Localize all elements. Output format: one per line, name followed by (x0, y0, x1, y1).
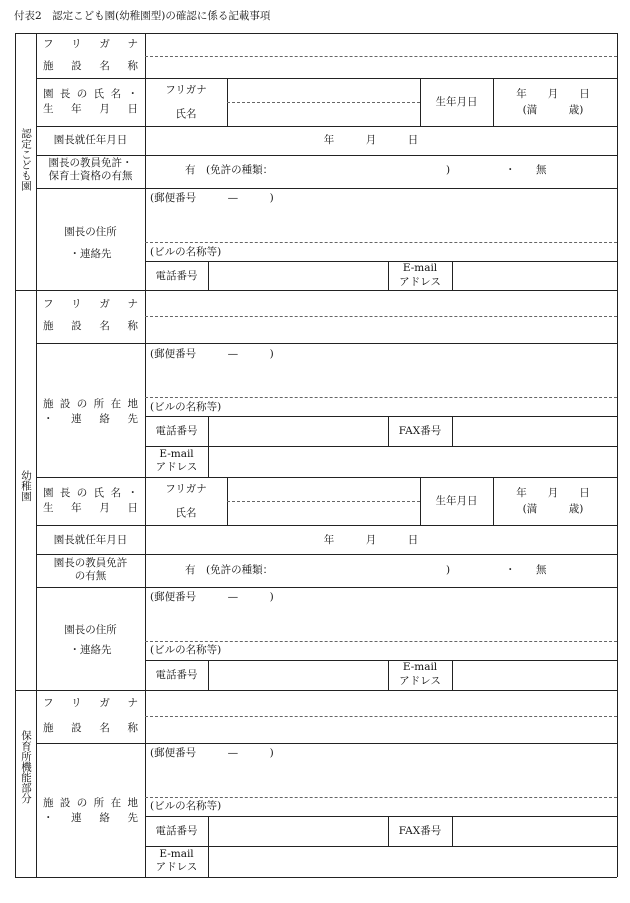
shuunin-label: 園長就任年月日 (53, 534, 128, 546)
building-name: (ビルの名称等) (150, 800, 222, 812)
label-char: リ (71, 697, 82, 709)
email-label-2: アドレス (155, 461, 198, 473)
section-youchien: 幼稚園 (20, 470, 32, 502)
menkyo-value: 有 (免許の種類： (185, 164, 274, 176)
rule-line (36, 188, 617, 189)
postal-code: (郵便番号 — ) (150, 192, 274, 204)
rule-line (36, 78, 617, 79)
label-char: 長 (59, 88, 71, 100)
label-char: 年 (71, 502, 82, 514)
label-char: ・ (43, 812, 54, 824)
location-label (43, 797, 138, 810)
label-char: 日 (127, 103, 138, 115)
label-char: 名 (99, 320, 110, 332)
rule-line (145, 416, 617, 417)
label-char: 設 (59, 398, 71, 410)
label-char: 園 (43, 487, 54, 499)
rule-line (36, 587, 617, 588)
label-char: 氏 (93, 88, 105, 100)
label-char: 設 (71, 722, 82, 734)
rule-line (36, 155, 617, 156)
label-char: 施 (43, 60, 54, 72)
label-char: 称 (127, 722, 138, 734)
label-char: ナ (127, 298, 138, 310)
rule-line (208, 416, 209, 477)
label-char: 地 (127, 797, 138, 809)
fax-label: FAX番号 (398, 825, 442, 837)
rule-line (145, 816, 617, 817)
encho-address-label: 園長の住所 (64, 226, 117, 238)
rule-line (452, 261, 453, 290)
shuunin-value: 年 月 日 (323, 534, 419, 546)
furigana-label (43, 697, 138, 710)
rule-line (15, 877, 617, 878)
email-label-2: アドレス (155, 861, 198, 873)
label-char: 所 (93, 398, 105, 410)
rule-line (36, 554, 617, 555)
shimei-label: 氏名 (175, 108, 197, 120)
postal-code: (郵便番号 — ) (150, 747, 274, 759)
postal-code: (郵便番号 — ) (150, 348, 274, 360)
rule-line (36, 525, 617, 526)
label-char: 施 (43, 722, 54, 734)
rule-line (36, 477, 617, 478)
shuunin-value: 年 月 日 (323, 134, 419, 146)
building-name: (ビルの名称等) (150, 401, 222, 413)
label-char: 施 (43, 398, 54, 410)
label-char: 名 (110, 88, 122, 100)
rule-line (145, 242, 617, 243)
label-char: 称 (127, 60, 138, 72)
email-label-1: E-mail (402, 661, 438, 673)
tel-label: 電話番号 (155, 270, 198, 282)
tel-label: 電話番号 (155, 825, 198, 837)
rule-line (493, 477, 494, 525)
label-char: 生 (43, 502, 54, 514)
label-char: 設 (59, 797, 71, 809)
age-value: (満 歳) (522, 503, 584, 515)
label-char: ガ (99, 697, 110, 709)
label-char: ・ (127, 88, 138, 100)
shimei-label: 氏名 (175, 507, 197, 519)
label-char: 名 (99, 60, 110, 72)
email-label-1: E-mail (402, 262, 438, 274)
email-label-2: アドレス (399, 675, 441, 687)
label-char: 連 (71, 413, 82, 425)
encho-name-label (43, 487, 138, 500)
rule-line (493, 78, 494, 126)
label-char: の (76, 487, 88, 499)
label-char: ガ (99, 298, 110, 310)
age-value: (満 歳) (522, 104, 584, 116)
label-char: 月 (99, 502, 110, 514)
tel-label: 電話番号 (155, 669, 198, 681)
rule-line (452, 660, 453, 690)
label-char: の (76, 797, 88, 809)
location-contact-label (43, 413, 138, 426)
postal-code: (郵便番号 — ) (150, 591, 274, 603)
furigana-label (43, 298, 138, 311)
label-char: 日 (127, 502, 138, 514)
label-char: フ (43, 38, 54, 50)
furigana-label (43, 38, 138, 51)
rule-line (452, 416, 453, 446)
label-char: 生 (43, 103, 54, 115)
label-char: ナ (127, 38, 138, 50)
email-label-1: E-mail (159, 848, 194, 860)
birthdate-label: 生年月日 (435, 96, 478, 108)
rule-line (227, 501, 420, 502)
rule-line (452, 816, 453, 846)
label-char: 先 (127, 413, 138, 425)
label-char: 長 (59, 487, 71, 499)
birthdate-value: 年 月 日 (516, 88, 590, 100)
label-char: ・ (127, 487, 138, 499)
encho-name-label (43, 88, 138, 101)
menkyo-label-2: 保育士資格の有無 (48, 170, 133, 182)
label-char: の (76, 88, 88, 100)
rule-line (36, 126, 617, 127)
label-char: の (76, 398, 88, 410)
label-char: リ (71, 298, 82, 310)
rule-line (145, 261, 617, 262)
rule-line (208, 261, 209, 290)
location-contact-label (43, 812, 138, 825)
menkyo-label-2: の有無 (74, 570, 107, 582)
birthdate-value: 年 月 日 (516, 487, 590, 499)
label-char: 先 (127, 812, 138, 824)
menkyo-close: ) (446, 164, 451, 176)
rule-line (145, 660, 617, 661)
rule-line (15, 33, 16, 877)
label-char: 設 (71, 60, 82, 72)
rule-line (145, 797, 617, 798)
label-char: 称 (127, 320, 138, 332)
rule-line (208, 660, 209, 690)
label-char: ガ (99, 38, 110, 50)
rule-line (36, 343, 617, 344)
label-char: 施 (43, 320, 54, 332)
building-name: (ビルの名称等) (150, 246, 222, 258)
rule-line (36, 743, 617, 744)
label-char: 月 (99, 103, 110, 115)
facility-name-label (43, 60, 138, 73)
menkyo-nashi: 無 (536, 164, 547, 176)
email-label-2: アドレス (399, 276, 441, 288)
rule-line (145, 641, 617, 642)
facility-name-label (43, 722, 138, 735)
rule-line (145, 716, 617, 717)
label-char: 絡 (99, 413, 110, 425)
label-char: フ (43, 298, 54, 310)
label-char: 所 (93, 797, 105, 809)
rule-line (15, 690, 617, 691)
menkyo-label-1: 園長の教員免許・ (48, 157, 133, 169)
encho-contact-label: ・連絡先 (69, 644, 112, 656)
label-char: 施 (43, 797, 54, 809)
rule-line (145, 397, 617, 398)
encho-birth-label (43, 502, 138, 515)
menkyo-nashi: 無 (536, 564, 547, 576)
rule-line (145, 33, 146, 290)
label-char: 氏 (93, 487, 105, 499)
label-char: 名 (110, 487, 122, 499)
label-char: リ (71, 38, 82, 50)
shuunin-label: 園長就任年月日 (53, 134, 128, 146)
label-char: 在 (110, 398, 122, 410)
encho-contact-label: ・連絡先 (69, 248, 112, 260)
label-char: 連 (71, 812, 82, 824)
rule-line (208, 816, 209, 877)
fax-label: FAX番号 (398, 425, 442, 437)
label-char: 在 (110, 797, 122, 809)
rule-line (15, 290, 617, 291)
furigana-sub-label: フリガナ (165, 84, 207, 96)
furigana-sub-label: フリガナ (165, 483, 207, 495)
label-char: 園 (43, 88, 54, 100)
menkyo-label-1: 園長の教員免許 (53, 557, 128, 569)
rule-line (145, 846, 617, 847)
section-hoikusho: 保育所機能部分 (20, 730, 32, 804)
menkyo-dot: ・ (505, 564, 516, 576)
rule-line (227, 102, 420, 103)
label-char: フ (43, 697, 54, 709)
location-label (43, 398, 138, 411)
menkyo-value: 有 (免許の種類： (185, 564, 274, 576)
rule-line (145, 316, 617, 317)
label-char: 設 (71, 320, 82, 332)
email-label-1: E-mail (159, 448, 194, 460)
rule-line (145, 56, 617, 57)
encho-address-label: 園長の住所 (64, 624, 117, 636)
rule-line (15, 33, 617, 34)
rule-line (617, 33, 618, 877)
tel-label: 電話番号 (155, 425, 198, 437)
facility-name-label (43, 320, 138, 333)
rule-line (145, 446, 617, 447)
section-kodomoen: 認定こども園 (20, 128, 32, 191)
label-char: ナ (127, 697, 138, 709)
form-title: 付表2 認定こども園(幼稚園型)の確認に係る記載事項 (14, 10, 271, 22)
label-char: 地 (127, 398, 138, 410)
birthdate-label: 生年月日 (435, 495, 478, 507)
building-name: (ビルの名称等) (150, 644, 222, 656)
label-char: 名 (99, 722, 110, 734)
label-char: 絡 (99, 812, 110, 824)
menkyo-close: ) (446, 564, 451, 576)
encho-birth-label (43, 103, 138, 116)
menkyo-dot: ・ (505, 164, 516, 176)
label-char: 年 (71, 103, 82, 115)
label-char: ・ (43, 413, 54, 425)
